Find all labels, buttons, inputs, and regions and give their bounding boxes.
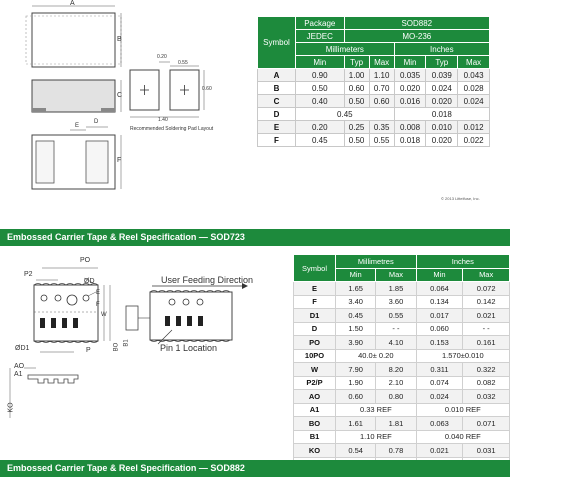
table-row [294,403,510,417]
cell-value: 0.024 [458,95,490,108]
dim-w-label: W [101,312,107,318]
cell-value: 0.55 [376,309,416,323]
row-symbol: E [258,121,296,134]
inches-header: Inches [394,43,489,56]
sub-header: Max [458,56,490,69]
row-symbol: A [258,69,296,82]
cell-value: 3.40 [336,295,376,309]
row-symbol: B [258,82,296,95]
cell-value: 1.90 [336,376,376,390]
section-banner-sod882: Embossed Carrier Tape & Reel Specification — SOD882 [0,460,510,477]
cell-value: 0.035 [394,69,426,82]
cell-value: 1.50 [336,322,376,336]
cell-value: 0.016 [394,95,426,108]
cell-value: 0.45 [296,134,345,147]
cell-value: 0.020 [426,95,458,108]
table-row [294,444,510,458]
cell-value: 2.10 [376,376,416,390]
cell-value: 1.65 [336,282,376,296]
cell-value: 0.082 [463,376,510,390]
inches-header: Inches [416,255,509,269]
cell-value: 0.017 [416,309,463,323]
symbol-header: Symbol [294,255,336,282]
cell-value: 0.153 [416,336,463,350]
pad-dim-020: 0.20 [157,54,167,60]
cell-value-merged: 1.10 REF [336,430,417,444]
cell-value: 0.50 [344,95,369,108]
dim-f-tape-label: F [96,302,100,308]
cell-value: 0.032 [463,390,510,404]
cell-value: 0.012 [458,121,490,134]
pad-dim-060: 0.60 [202,86,212,92]
cell-value: 1.00 [344,69,369,82]
pin1-location-label: Pin 1 Location [160,343,218,353]
dim-c-label: C [117,92,123,99]
pad-dim-055: 0.55 [178,60,188,66]
cell-value: 1.61 [336,417,376,431]
cell-value: 0.010 [426,121,458,134]
cell-value: 0.40 [296,95,345,108]
table-row [294,295,510,309]
cell-value: 3.90 [336,336,376,350]
cell-value: 0.021 [463,309,510,323]
cell-value: 0.60 [344,82,369,95]
table-row [294,322,510,336]
cell-value: 0.031 [463,444,510,458]
cell-value: 0.90 [296,69,345,82]
cell-value: 8.20 [376,363,416,377]
row-symbol: PO [294,336,336,350]
dim-e-label: E [75,123,80,129]
row-symbol: D [258,108,296,121]
cell-value-merged: 40.0± 0.20 [336,349,417,363]
cell-value: 0.60 [369,95,394,108]
symbol-header: Symbol [258,17,296,69]
cell-value: 0.25 [344,121,369,134]
dim-p-label: P [86,347,91,354]
pad-dim-140: 1.40 [158,117,168,123]
dim-b1-label: B1 [123,339,130,347]
row-symbol: D [294,322,336,336]
dim-d-label: D [94,119,99,125]
cell-value: 0.161 [463,336,510,350]
row-symbol: C [258,95,296,108]
sub-header: Typ [426,56,458,69]
cell-value: 1.85 [376,282,416,296]
cell-value: 0.35 [369,121,394,134]
cell-value: 0.043 [458,69,490,82]
cell-value: 0.50 [344,134,369,147]
cell-value: 0.54 [336,444,376,458]
row-symbol: P2/P [294,376,336,390]
cell-value: - - [463,322,510,336]
cell-value: - - [376,322,416,336]
sub-header: Max [369,56,394,69]
table-row [294,349,510,363]
cell-value: 1.10 [369,69,394,82]
tape-reel-spec-table [293,254,510,471]
table-row [294,390,510,404]
dim-a-label: A [70,0,75,7]
package-label: Package [296,17,345,30]
cell-value: 0.063 [416,417,463,431]
cell-value: 0.022 [458,134,490,147]
dim-bo-label: BO [113,342,120,352]
copyright-text: © 2013 Littelfuse, Inc. [441,196,480,201]
dim-od-label: ØD [84,278,95,285]
cell-value: 0.074 [416,376,463,390]
section-banner-sod723: Embossed Carrier Tape & Reel Specification — SOD723 [0,229,510,246]
dim-po-label: PO [80,257,91,264]
cell-value: 0.064 [416,282,463,296]
row-symbol: A1 [294,403,336,417]
table-row [294,336,510,350]
millimetres-header: Millimetres [336,255,417,269]
row-symbol: F [294,295,336,309]
row-symbol: AO [294,390,336,404]
jedec-value: MO-236 [344,30,489,43]
row-symbol: D1 [294,309,336,323]
cell-value: 0.021 [416,444,463,458]
jedec-label: JEDEC [296,30,345,43]
sub-header: Typ [344,56,369,69]
cell-value: 0.020 [426,134,458,147]
table-row [294,376,510,390]
cell-value: 0.020 [394,82,426,95]
cell-value-merged: 0.040 REF [416,430,509,444]
cell-value: 0.20 [296,121,345,134]
cell-value: 0.50 [296,82,345,95]
cell-value: 0.039 [426,69,458,82]
row-symbol: E [294,282,336,296]
dim-od1-label: ØD1 [15,345,30,352]
sub-header: Max [376,268,416,282]
cell-value: 0.072 [463,282,510,296]
user-feeding-direction-label: User Feeding Direction [161,275,254,285]
dim-f-label: F [117,157,122,164]
row-symbol: KO [294,444,336,458]
cell-value: 0.78 [376,444,416,458]
sub-header: Min [336,268,376,282]
dim-e-tape-label: E [96,290,101,296]
cell-value: 0.018 [394,134,426,147]
cell-value: 0.060 [416,322,463,336]
table-row [294,309,510,323]
sub-header: Min [296,56,345,69]
cell-value: 1.81 [376,417,416,431]
pad-caption: Recommended Soldering Pad Layout [130,126,214,132]
cell-value: 4.10 [376,336,416,350]
table-row [294,363,510,377]
dim-b-label: B [117,36,122,43]
dim-p2-label: P2 [24,271,33,278]
millimeters-header: Millimeters [296,43,395,56]
package-value: SOD882 [344,17,489,30]
cell-value: 0.45 [336,309,376,323]
cell-value: 0.028 [458,82,490,95]
row-symbol: 10PO [294,349,336,363]
pocket-profile [28,375,78,383]
carrier-tape-body [34,285,101,341]
cell-value-merged: 0.018 [394,108,489,121]
cell-value: 0.024 [416,390,463,404]
sub-header: Min [416,268,463,282]
row-symbol: B1 [294,430,336,444]
cell-value: 0.071 [463,417,510,431]
cell-value-merged: 1.570±0.010 [416,349,509,363]
cell-value: 0.142 [463,295,510,309]
dim-ko-label: KO [7,402,15,413]
cell-value: 0.322 [463,363,510,377]
sub-header: Max [463,268,510,282]
cell-value: 0.311 [416,363,463,377]
cell-value: 0.70 [369,82,394,95]
sub-header: Min [394,56,426,69]
cell-value: 0.024 [426,82,458,95]
row-symbol: W [294,363,336,377]
cell-value-merged: 0.33 REF [336,403,417,417]
cell-value-merged: 0.010 REF [416,403,509,417]
cell-value: 0.60 [336,390,376,404]
cell-value: 3.60 [376,295,416,309]
cell-value: 0.80 [376,390,416,404]
cell-value-merged: 0.45 [296,108,395,121]
cell-value: 0.008 [394,121,426,134]
dim-ao-label: AO [14,363,25,370]
row-symbol: BO [294,417,336,431]
table-row [294,282,510,296]
table-row [294,417,510,431]
cell-value: 0.55 [369,134,394,147]
row-symbol: F [258,134,296,147]
table-row [294,430,510,444]
cell-value: 0.134 [416,295,463,309]
dim-a1-label: A1 [14,371,23,378]
cell-value: 7.90 [336,363,376,377]
